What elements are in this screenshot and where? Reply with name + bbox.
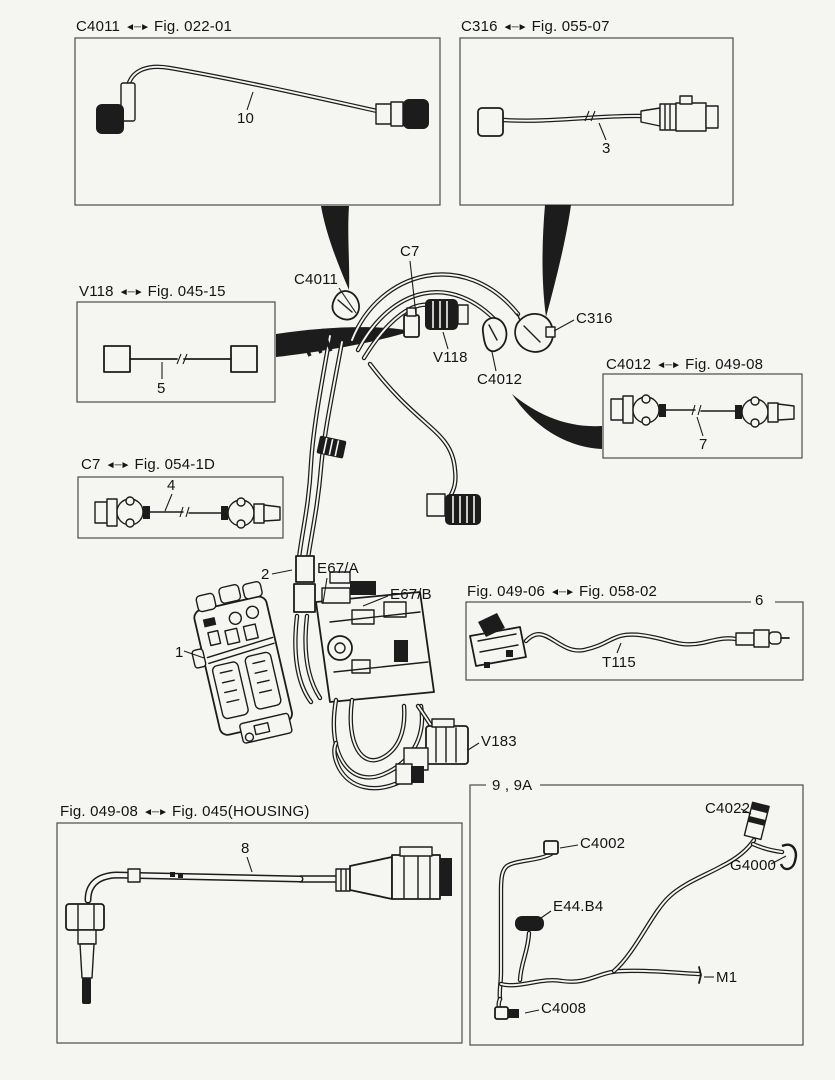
callout-c4008: C4008 (541, 1000, 587, 1017)
swap-arrow-icon: ◄─► (502, 21, 527, 33)
header-from: C4012 (606, 356, 652, 373)
item-number-8: 8 (241, 840, 250, 857)
header-to: Fig. 054-1D (134, 456, 216, 473)
header-from: Fig. 049-08 (60, 803, 139, 820)
swap-arrow-icon: ◄─► (125, 21, 149, 33)
swap-arrow-icon: ◄─► (550, 586, 574, 598)
header-from: C7 (81, 456, 101, 473)
callout-c4002: C4002 (580, 835, 626, 852)
callout-m1: M1 (716, 969, 738, 986)
swap-arrow-icon: ◄─► (143, 806, 167, 818)
callout-e67b: E67/B (390, 586, 432, 603)
connector-c4012-dangling (483, 318, 507, 351)
ecu-module (179, 579, 296, 751)
swap-arrow-icon: ◄─► (105, 459, 130, 471)
callout-c7: C7 (400, 243, 420, 260)
connector-c4011 (332, 291, 359, 320)
header-to: Fig. 049-08 (685, 356, 764, 373)
callout-e44b4: E44.B4 (553, 898, 604, 915)
detail-egt-probe (66, 847, 452, 1004)
connector-v118 (425, 299, 468, 330)
header-from: C316 (461, 18, 498, 35)
detail-box-header-c4012 (606, 357, 763, 373)
item-number-5: 5 (157, 380, 166, 397)
detail-box-header-c7 (81, 457, 215, 473)
callout-c4011: C4011 (294, 271, 339, 288)
callout-v183: V183 (481, 733, 517, 750)
item-number-4: 4 (167, 477, 176, 494)
header-from: C4011 (76, 18, 121, 35)
detail-box-header-fig049-06 (467, 584, 657, 600)
connector-c316-dangling (515, 314, 555, 352)
header-to: Fig. 058-02 (578, 583, 658, 600)
item-number-1: 1 (175, 644, 184, 661)
group-box-label-9-9a: 9 , 9A (492, 777, 533, 794)
item-number-3: 3 (602, 140, 611, 157)
callout-t115: T115 (602, 654, 636, 671)
header-from: V118 (79, 283, 114, 300)
connector-round-right-branch (427, 494, 481, 525)
callout-v118: V118 (433, 349, 468, 366)
callout-e67a: E67/A (317, 560, 359, 577)
item-number-2: 2 (261, 566, 270, 583)
callout-g4000: G4000 (730, 857, 777, 874)
detail-box-header-c4011 (76, 19, 232, 35)
item-number-10: 10 (237, 110, 255, 127)
detail-c4011-cable (96, 67, 429, 134)
detail-box-header-c316 (461, 19, 610, 35)
group-9-9a-harness (495, 802, 796, 1019)
header-to: Fig. 045(HOUSING) (171, 803, 310, 820)
header-from: Fig. 049-06 (467, 583, 546, 600)
swap-arrow-icon: ◄─► (118, 286, 143, 298)
header-to: Fig. 022-01 (153, 18, 233, 35)
swap-arrow-icon: ◄─► (656, 359, 681, 371)
detail-c4012-cable (611, 395, 794, 427)
item-number-6: 6 (755, 592, 764, 609)
item-number-7: 7 (699, 436, 708, 453)
detail-c316-cable (478, 96, 718, 136)
header-to: Fig. 045-15 (147, 283, 226, 300)
header-to: Fig. 055-07 (531, 18, 610, 35)
detail-box-header-fig049-08 (60, 804, 310, 820)
callout-c4022: C4022 (705, 800, 751, 817)
detail-box-header-v118 (79, 284, 226, 300)
callout-c4012: C4012 (477, 371, 523, 388)
detail-v118-link (104, 346, 257, 372)
detail-c7-cable (95, 497, 280, 528)
callout-c316: C316 (576, 310, 613, 327)
